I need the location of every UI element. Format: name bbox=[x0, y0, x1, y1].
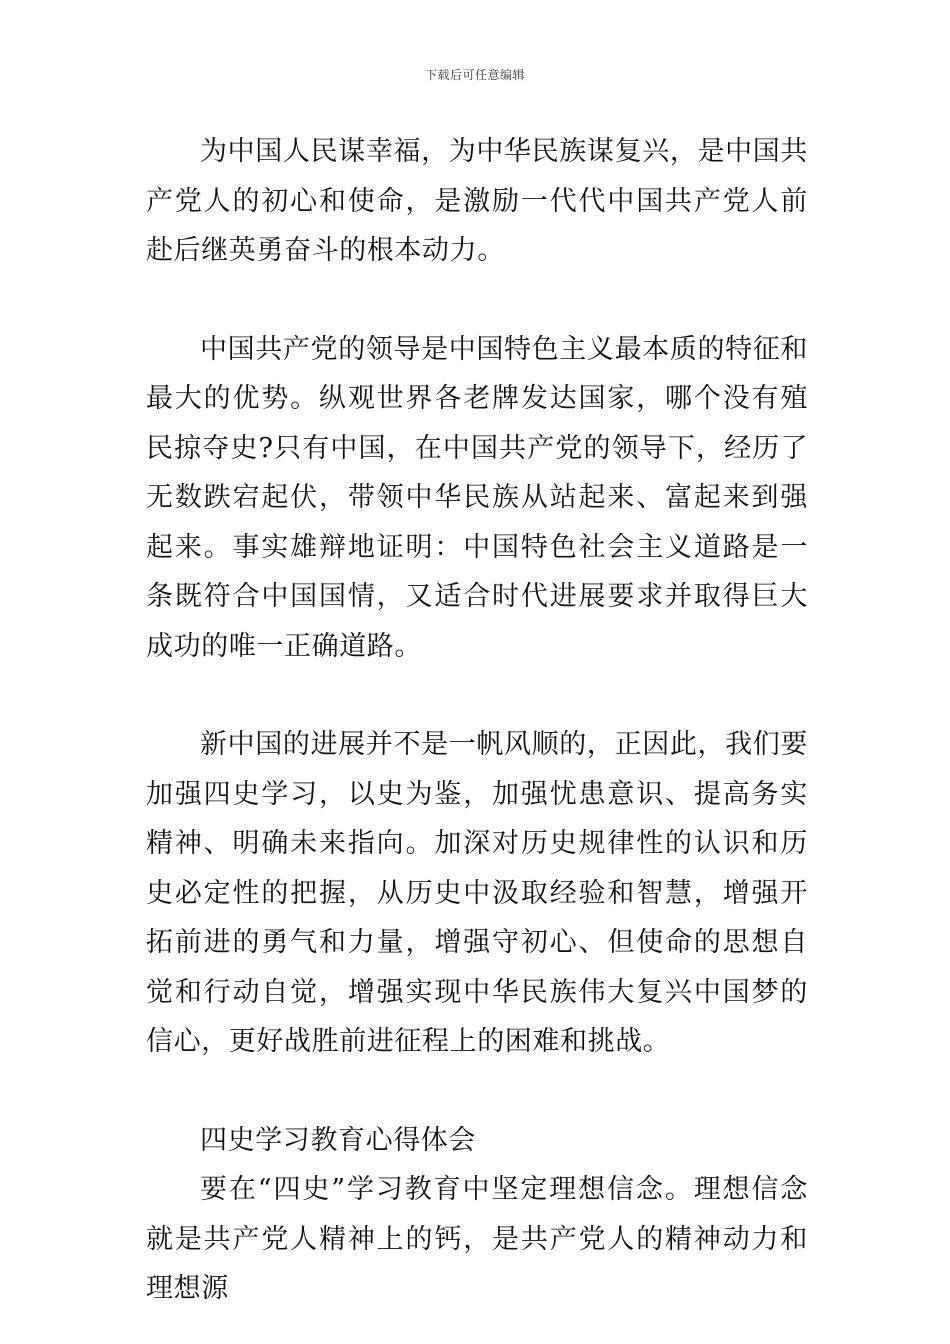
paragraph-1: 为中国人民谋幸福，为中华民族谋复兴，是中国共产党人的初心和使命，是激励一代代中国共产党人前赴后继英勇奋斗的根本动力。 bbox=[146, 136, 808, 266]
paragraph-3: 新中国的进展并不是一帆风顺的，正因此，我们要加强四史学习，以史为鉴，加强忧患意识、提高务实精神、明确未来指向。加深对历史规律性的认识和历史必定性的把握，从历史中汲取经验和智慧，增强开拓前进的勇气和力量，增强守初心、但使命的思想自觉和行动自觉，增强实现中华民族伟大复兴中国梦的信心，更好战胜前进征程上的困难和挑战。 bbox=[146, 729, 808, 1057]
paragraph-gap bbox=[146, 276, 808, 325]
document-body bbox=[146, 127, 808, 1314]
section-heading: 四史学习教育心得体会 bbox=[200, 1124, 476, 1156]
page-header-note: 下载后可任意编辑 bbox=[424, 68, 525, 82]
paragraph-gap bbox=[146, 671, 808, 720]
paragraph-2: 中国共产党的领导是中国特色主义最本质的特征和最大的优势。纵观世界各老牌发达国家，哪个没有殖民掠夺史?只有中国，在中国共产党的领导下，经历了无数跌宕起伏，带领中华民族从站起来、富起来到强起来。事实雄辩地证明：中国特色社会主义道路是一条既符合中国国情，又适合时代进展要求并取得巨大成功的唯一正确道路。 bbox=[146, 333, 808, 662]
section-opening-paragraph: 要在“四史”学习教育中坚定理想信念。理想信念就是共产党人精神上的钙，是共产党人的精神动力和理想源 bbox=[146, 1174, 808, 1304]
paragraph-gap bbox=[146, 1067, 808, 1116]
